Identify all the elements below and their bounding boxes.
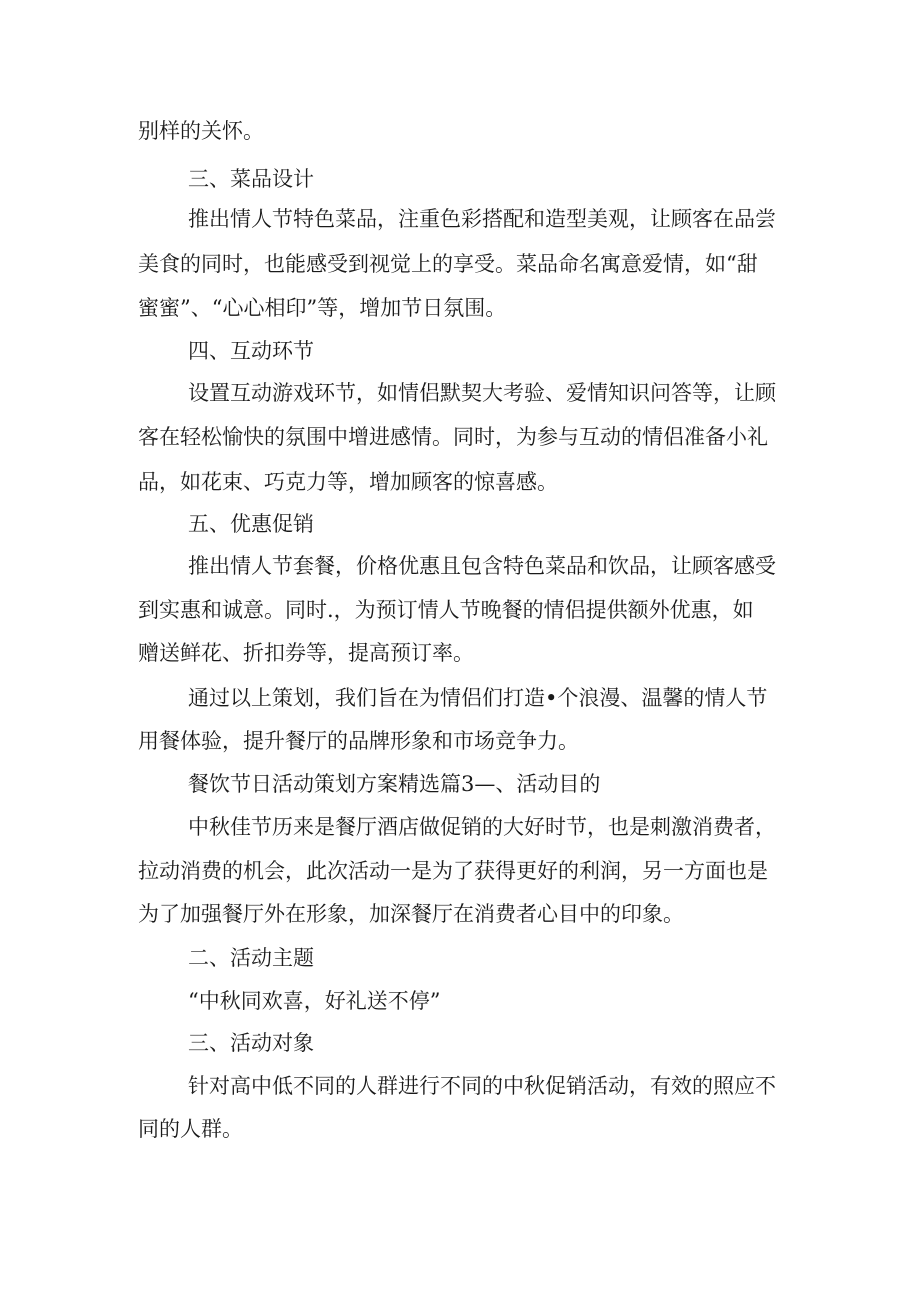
theme-quote: “中秋同欢喜，好礼送不停” xyxy=(188,989,441,1013)
paragraph-line: 蜜蜜”、“心心相印”等，增加节日氛围。 xyxy=(138,296,507,320)
paragraph-line: 用餐体验，提升餐厅的品牌形象和市场竞争力。 xyxy=(138,729,579,753)
section-heading: 三、活动对象 xyxy=(188,1031,314,1055)
paragraph-line: 设置互动游戏环节，如情侣默契大考验、爱情知识问答等，让顾 xyxy=(188,381,776,405)
paragraph-line: 拉动消费的机会，此次活动一是为了获得更好的利润，另一方面也是 xyxy=(138,859,768,883)
paragraph-line: 推出情人节特色菜品，注重色彩搭配和造型美观，让顾客在品尝 xyxy=(188,207,776,231)
paragraph-line: 到实惠和诚意。同时.，为预订情人节晚餐的情侣提供额外优惠，如 xyxy=(138,598,754,622)
paragraph-line: 通过以上策划，我们旨在为情侣们打造•个浪漫、温馨的情人节 xyxy=(188,686,768,710)
paragraph-line: 为了加强餐厅外在形象，加深餐厅在消费者心目中的印象。 xyxy=(138,902,684,926)
paragraph-line: 美食的同时，也能感受到视觉上的享受。菜品命名寓意爱情，如“甜 xyxy=(138,252,758,276)
section-heading: 四、互动环节 xyxy=(188,339,314,363)
paragraph-line: 针对高中低不同的人群进行不同的中秋促销活动，有效的照应不 xyxy=(188,1074,776,1098)
paragraph-line: 中秋佳节历来是餐厅酒店做促销的大好时节，也是刺激消费者， xyxy=(188,815,776,839)
paragraph-continuation: 别样的关怀。 xyxy=(138,119,264,143)
section-heading: 三、菜品设计 xyxy=(188,167,314,191)
section-heading: 五、优惠促销 xyxy=(188,512,314,536)
article-heading: 餐饮节日活动策划方案精选篇3—、活动目的 xyxy=(188,772,601,796)
paragraph-line: 同的人群。 xyxy=(138,1117,243,1141)
section-heading: 二、活动主题 xyxy=(188,946,314,970)
paragraph-line: 赠送鲜花、折扣券等，提高预订率。 xyxy=(138,641,474,665)
paragraph-line: 品，如花束、巧克力等，增加顾客的惊喜感。 xyxy=(138,470,558,494)
paragraph-line: 客在轻松愉快的氛围中增进感情。同时，为参与互动的情侣准备小礼 xyxy=(138,425,768,449)
paragraph-line: 推出情人节套餐，价格优惠且包含特色菜品和饮品，让顾客感受 xyxy=(188,554,776,578)
